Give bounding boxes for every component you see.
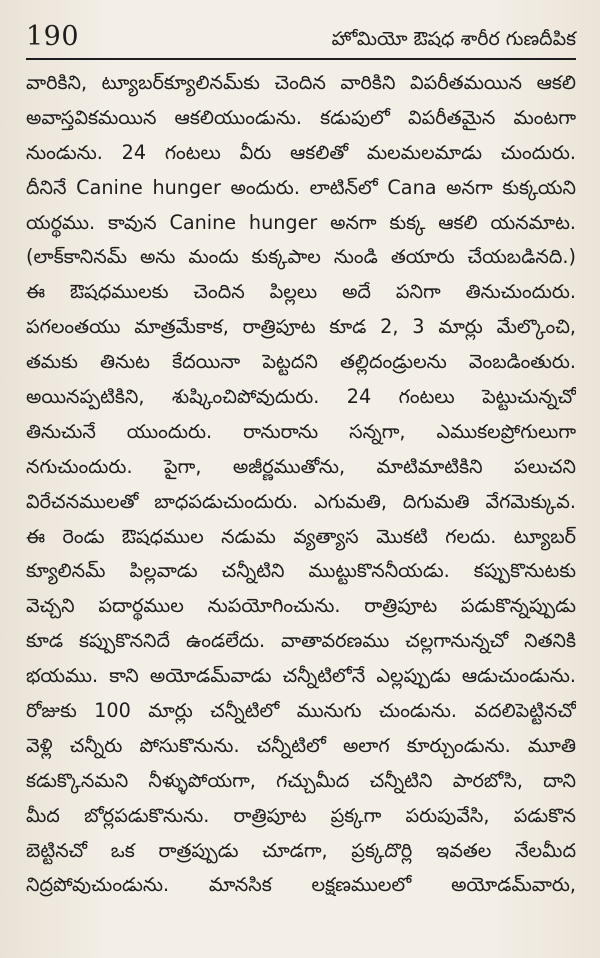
text-line: నగుచుందురు. పైగా, అజీర్ణముతోను, మాటిమాటికిని పలుచని [26, 454, 576, 478]
running-title: హోమియో ఔషధ శారీర గుణదీపిక [331, 28, 576, 50]
text-line: (లాక్‌కానినమ్ అను మందు కుక్కపాల నుండి తయారు చేయబడినది.) [26, 245, 576, 269]
text-line: రోజుకు 100 మార్లు చన్నీటిలో మునుగు చుండును. వదలిపెట్టినచో [26, 699, 576, 723]
text-line: నుండును. 24 గంటలు వీరు ఆకలితో మలమలమాడు చుందురు. [26, 140, 576, 164]
text-line: అయినప్పటికిని, శుష్కించిపోవుదురు. 24 గంటలు పెట్టుచున్నచో [26, 385, 576, 409]
text-line: నిద్రపోవుచుండును. మానసిక లక్షణములలో అయోడమ్‌వారు, [26, 873, 576, 897]
text-line: దీనినే Canine hunger అందురు. లాటిన్‌లో Cana అనగా కుక్కయని [26, 175, 576, 199]
text-line: యర్థము. కావున Canine hunger అనగా కుక్క ఆకలి యనమాట. [26, 210, 576, 234]
text-line: అవాస్తవికమయిన ఆకలియుండును. కడుపులో విపరీతమైన మంటగా [26, 105, 576, 129]
text-line: పగలంతయు మాత్రమేకాక, రాత్రిపూట కూడ 2, 3 మార్లు మేల్కొంచి, [26, 315, 576, 339]
body-text [26, 66, 576, 903]
text-line: మీద బోర్లపడుకొనును. రాత్రిపూట ప్రక్కగా పరుపువేసి, పడుకొన [26, 803, 576, 827]
text-line: కడుక్కొనమని నీళ్ళుపోయగా, గచ్చుమీద చన్నీటిని పారబోసి, దాని [26, 768, 576, 792]
text-line: వెచ్చని పదార్థముల నుపయోగించును. రాత్రిపూట పడుకొన్నప్పుడు [26, 594, 576, 618]
text-line: వెళ్లి చన్నీరు పోసుకొనును. చన్నీటిలో అలాగ కూర్చుండును. మూతి [26, 733, 576, 757]
page-header [26, 20, 576, 60]
text-line: కూడ కప్పుకొననిదే ఉండలేదు. వాతావరణము చల్లగానున్నచో నితనికి [26, 629, 576, 653]
text-line: తినుచునే యుందురు. రానురాను సన్నగా, ఎముకలప్రోగులుగా [26, 419, 576, 443]
text-line: ఈ ఔషధములకు చెందిన పిల్లలు అదే పనిగా తినుచుందురు. [26, 280, 576, 304]
text-line: క్యూలినమ్ పిల్లవాడు చన్నీటిని ముట్టుకొననీయడు. కప్పుకొనుటకు [26, 559, 576, 583]
text-line: భయము. కాని అయోడమ్‌వాడు చన్నీటిలోనే ఎల్లప్పుడు ఆడుచుండును. [26, 664, 576, 688]
page-number: 190 [26, 21, 80, 52]
text-line: తమకు తినుట కేదయినా పెట్టదని తల్లిదండ్రులను వెంబడింతురు. [26, 350, 576, 374]
text-line: ఈ రెండు ఔషధముల నడుమ వ్యత్యాస మొకటి గలదు. ట్యూబర్ [26, 524, 576, 548]
text-line: విరేచనములతో బాధపడుచుందురు. ఎగుమతి, దిగుమతి వేగమెక్కువ. [26, 489, 576, 513]
text-line: బెట్టినచో ఒక రాత్రప్పుడు చూడగా, ప్రక్కదొర్లి ఇవతల నేలమీద [26, 838, 576, 862]
text-line: వారికిని, ట్యూబర్‌క్యూలినమ్‌కు చెందిన వారికిని విపరీతమయిన ఆకలి [26, 71, 576, 94]
